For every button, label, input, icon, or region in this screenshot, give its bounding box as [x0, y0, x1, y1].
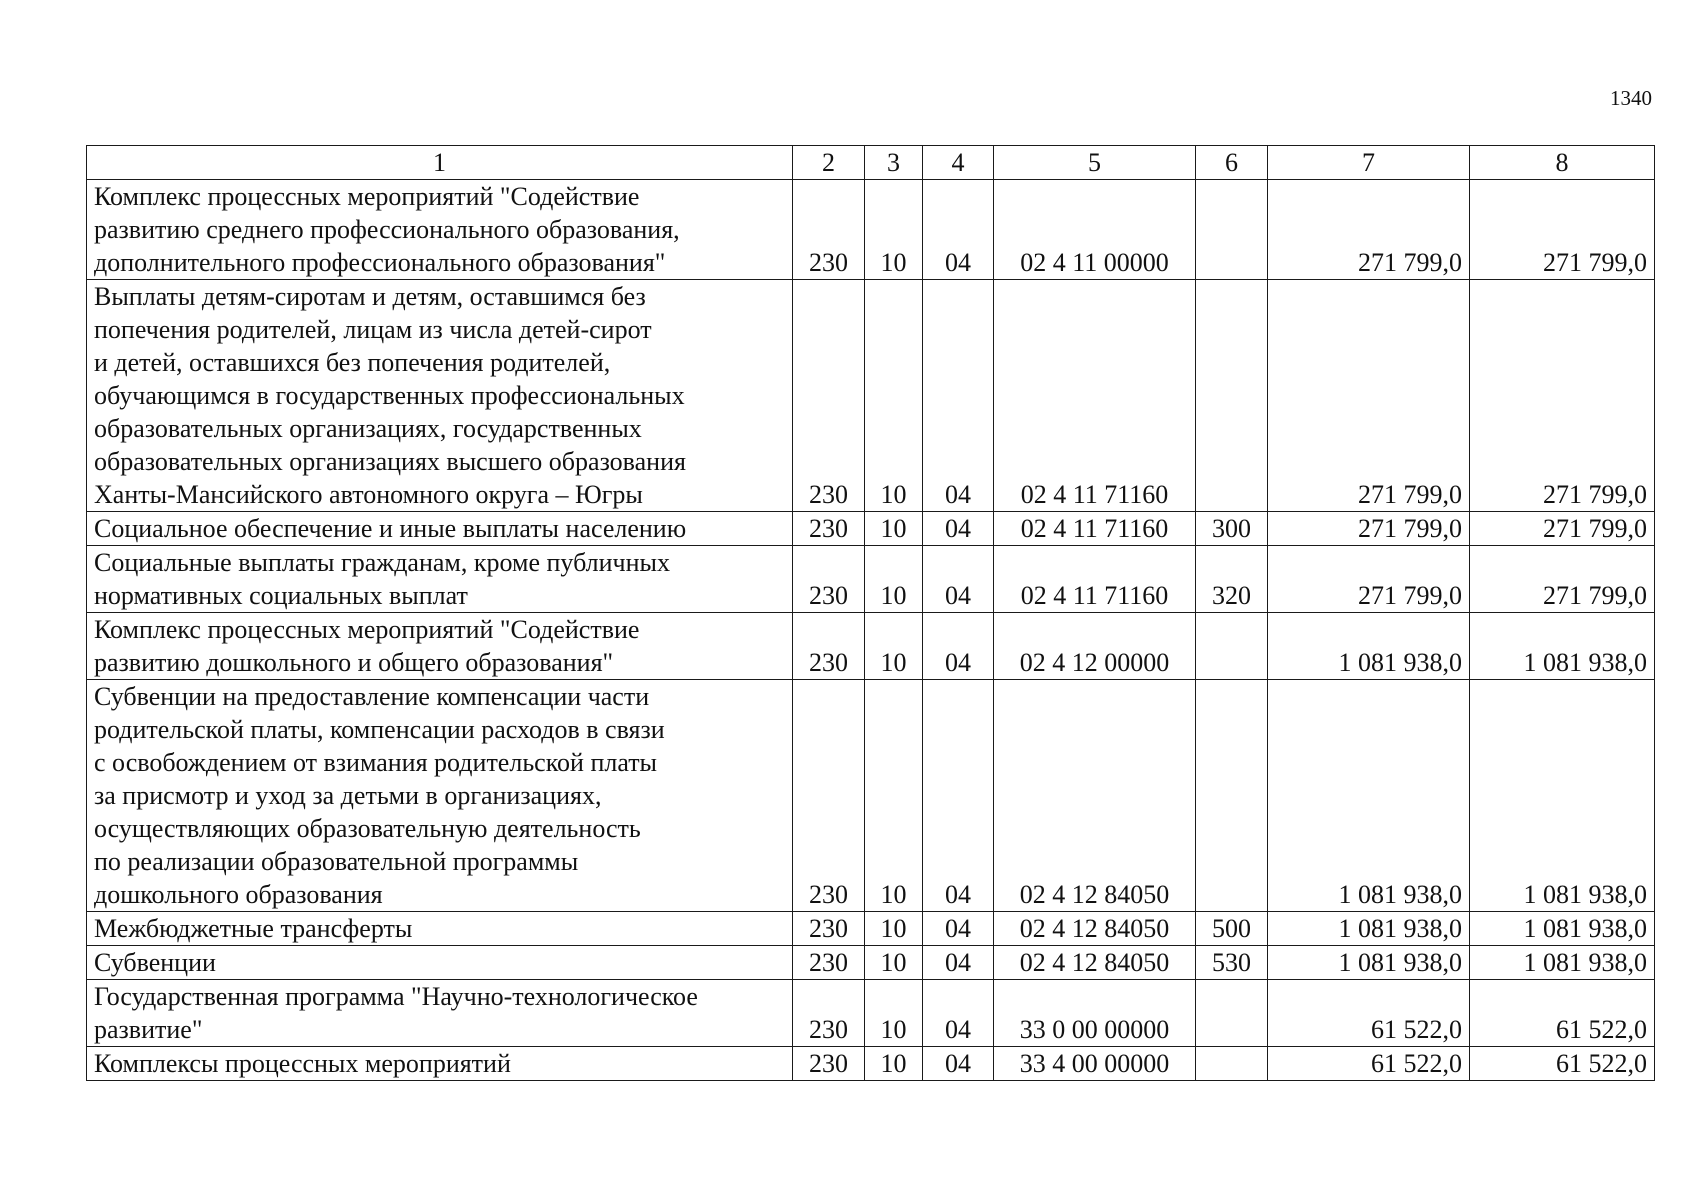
target-article-cell: 02 4 11 71160 — [994, 546, 1196, 613]
target-article-cell: 33 0 00 00000 — [994, 980, 1196, 1047]
target-article-cell: 02 4 12 84050 — [994, 680, 1196, 912]
amount-cell-col8: 1 081 938,0 — [1470, 946, 1655, 980]
section-cell: 10 — [865, 512, 923, 546]
subsection-cell: 04 — [923, 512, 994, 546]
admin-code-cell: 230 — [793, 546, 865, 613]
section-cell: 10 — [865, 680, 923, 912]
row-name-cell — [87, 680, 793, 912]
expense-type-cell — [1196, 980, 1268, 1047]
admin-code-cell: 230 — [793, 946, 865, 980]
header-cell-4: 4 — [923, 146, 994, 180]
table-row — [87, 912, 1655, 946]
subsection-cell: 04 — [923, 980, 994, 1047]
header-cell-6: 6 — [1196, 146, 1268, 180]
header-cell-8: 8 — [1470, 146, 1655, 180]
subsection-cell: 04 — [923, 546, 994, 613]
row-name-line: за присмотр и уход за детьми в организациях, — [94, 781, 602, 810]
amount-cell-col7: 1 081 938,0 — [1268, 912, 1470, 946]
row-name-line: развитию дошкольного и общего образования" — [94, 648, 614, 677]
amount-cell-col7: 1 081 938,0 — [1268, 946, 1470, 980]
row-name-line: осуществляющих образовательную деятельность — [94, 814, 641, 843]
table-row — [87, 546, 1655, 613]
expense-type-cell — [1196, 1047, 1268, 1081]
target-article-cell: 02 4 12 84050 — [994, 946, 1196, 980]
admin-code-cell: 230 — [793, 680, 865, 912]
subsection-cell: 04 — [923, 946, 994, 980]
row-name-cell — [87, 180, 793, 280]
row-name-line: обучающимся в государственных профессиональных — [94, 381, 685, 410]
table-row — [87, 680, 1655, 912]
row-name-cell — [87, 912, 793, 946]
amount-cell-col8: 61 522,0 — [1470, 980, 1655, 1047]
row-name-cell — [87, 280, 793, 512]
amount-cell-col8: 61 522,0 — [1470, 1047, 1655, 1081]
row-name-line: Комплекс процессных мероприятий "Содействие — [94, 615, 640, 644]
row-name-line: попечения родителей, лицам из числа детей-сирот — [94, 315, 652, 344]
row-name-line: Государственная программа "Научно-технологическое — [94, 982, 698, 1011]
amount-cell-col7: 271 799,0 — [1268, 180, 1470, 280]
row-name-line: образовательных организациях, государственных — [94, 414, 642, 443]
row-name-line: Комплекс процессных мероприятий "Содействие — [94, 182, 640, 211]
header-cell-7: 7 — [1268, 146, 1470, 180]
row-name-line: Комплексы процессных мероприятий — [94, 1049, 511, 1078]
subsection-cell: 04 — [923, 680, 994, 912]
section-cell: 10 — [865, 613, 923, 680]
amount-cell-col7: 61 522,0 — [1268, 980, 1470, 1047]
admin-code-cell: 230 — [793, 512, 865, 546]
table-row — [87, 946, 1655, 980]
amount-cell-col7: 1 081 938,0 — [1268, 680, 1470, 912]
header-cell-3: 3 — [865, 146, 923, 180]
expense-type-cell — [1196, 680, 1268, 912]
row-name-line: и детей, оставшихся без попечения родителей, — [94, 348, 611, 377]
admin-code-cell: 230 — [793, 980, 865, 1047]
table-row — [87, 180, 1655, 280]
subsection-cell: 04 — [923, 180, 994, 280]
section-cell: 10 — [865, 946, 923, 980]
row-name-line: развитию среднего профессионального образования, — [94, 215, 680, 244]
subsection-cell: 04 — [923, 1047, 994, 1081]
row-name-line: Социальное обеспечение и иные выплаты населению — [94, 514, 687, 543]
table-row — [87, 1047, 1655, 1081]
amount-cell-col8: 271 799,0 — [1470, 546, 1655, 613]
expense-type-cell: 530 — [1196, 946, 1268, 980]
row-name-line: Субвенции — [94, 948, 216, 977]
amount-cell-col8: 1 081 938,0 — [1470, 912, 1655, 946]
row-name-line: Выплаты детям-сиротам и детям, оставшимся без — [94, 282, 646, 311]
row-name-cell — [87, 546, 793, 613]
row-name-cell — [87, 613, 793, 680]
table-header-row — [87, 146, 1655, 180]
target-article-cell: 02 4 11 00000 — [994, 180, 1196, 280]
admin-code-cell: 230 — [793, 280, 865, 512]
expense-type-cell — [1196, 180, 1268, 280]
section-cell: 10 — [865, 912, 923, 946]
row-name-line: образовательных организациях высшего образования — [94, 447, 686, 476]
amount-cell-col7: 271 799,0 — [1268, 546, 1470, 613]
header-cell-2: 2 — [793, 146, 865, 180]
amount-cell-col8: 271 799,0 — [1470, 180, 1655, 280]
row-name-cell — [87, 946, 793, 980]
expense-type-cell: 500 — [1196, 912, 1268, 946]
header-cell-1: 1 — [87, 146, 793, 180]
row-name-line: Социальные выплаты гражданам, кроме публичных — [94, 548, 670, 577]
page-number: 1340 — [1610, 86, 1652, 110]
table-row — [87, 980, 1655, 1047]
admin-code-cell: 230 — [793, 912, 865, 946]
expense-type-cell: 300 — [1196, 512, 1268, 546]
row-name-cell — [87, 1047, 793, 1081]
subsection-cell: 04 — [923, 912, 994, 946]
target-article-cell: 02 4 11 71160 — [994, 280, 1196, 512]
section-cell: 10 — [865, 180, 923, 280]
amount-cell-col7: 1 081 938,0 — [1268, 613, 1470, 680]
section-cell: 10 — [865, 546, 923, 613]
amount-cell-col8: 1 081 938,0 — [1470, 680, 1655, 912]
section-cell: 10 — [865, 1047, 923, 1081]
row-name-line: дошкольного образования — [94, 880, 383, 909]
amount-cell-col8: 271 799,0 — [1470, 280, 1655, 512]
amount-cell-col7: 271 799,0 — [1268, 512, 1470, 546]
admin-code-cell: 230 — [793, 1047, 865, 1081]
amount-cell-col7: 271 799,0 — [1268, 280, 1470, 512]
row-name-line: Субвенции на предоставление компенсации части — [94, 682, 650, 711]
expense-type-cell: 320 — [1196, 546, 1268, 613]
section-cell: 10 — [865, 280, 923, 512]
table-row — [87, 512, 1655, 546]
row-name-line: по реализации образовательной программы — [94, 847, 579, 876]
row-name-line: с освобождением от взимания родительской платы — [94, 748, 658, 777]
table-row — [87, 280, 1655, 512]
row-name-line: развитие" — [94, 1015, 203, 1044]
subsection-cell: 04 — [923, 280, 994, 512]
admin-code-cell: 230 — [793, 180, 865, 280]
target-article-cell: 02 4 12 00000 — [994, 613, 1196, 680]
target-article-cell: 02 4 12 84050 — [994, 912, 1196, 946]
section-cell: 10 — [865, 980, 923, 1047]
header-cell-5: 5 — [994, 146, 1196, 180]
admin-code-cell: 230 — [793, 613, 865, 680]
amount-cell-col8: 271 799,0 — [1470, 512, 1655, 546]
expense-type-cell — [1196, 613, 1268, 680]
row-name-line: Межбюджетные трансферты — [94, 914, 413, 943]
table-row — [87, 613, 1655, 680]
row-name-cell — [87, 512, 793, 546]
expense-type-cell — [1196, 280, 1268, 512]
row-name-line: дополнительного профессионального образования" — [94, 248, 666, 277]
row-name-cell — [87, 980, 793, 1047]
amount-cell-col8: 1 081 938,0 — [1470, 613, 1655, 680]
subsection-cell: 04 — [923, 613, 994, 680]
row-name-line: нормативных социальных выплат — [94, 581, 468, 610]
budget-table — [86, 145, 1655, 1081]
row-name-line: родительской платы, компенсации расходов в связи — [94, 715, 665, 744]
amount-cell-col7: 61 522,0 — [1268, 1047, 1470, 1081]
target-article-cell: 02 4 11 71160 — [994, 512, 1196, 546]
row-name-line: Ханты-Мансийского автономного округа – Югры — [94, 480, 643, 509]
target-article-cell: 33 4 00 00000 — [994, 1047, 1196, 1081]
